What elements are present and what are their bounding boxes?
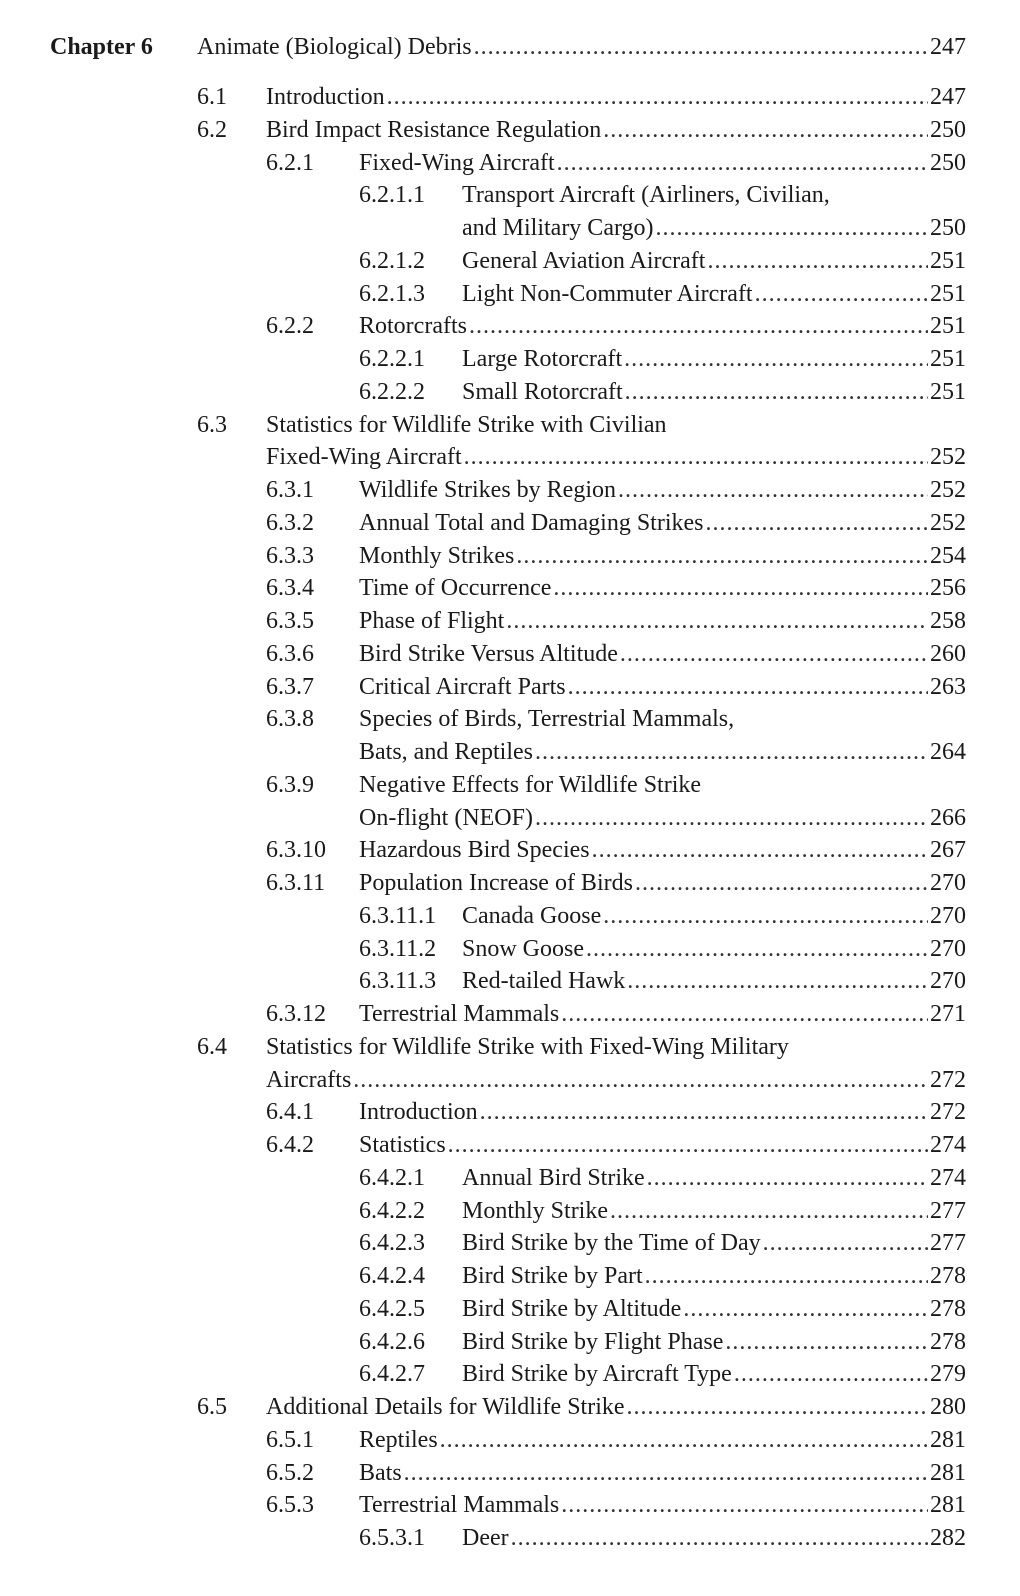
page-number: 251 xyxy=(930,346,966,372)
section-title: Bird Strike by Altitude xyxy=(462,1295,682,1322)
page-number: 266 xyxy=(930,804,966,831)
page-number: 272 xyxy=(930,1066,966,1093)
toc-entry xyxy=(0,1522,1020,1555)
entry-title-line xyxy=(359,671,966,704)
toc-entry xyxy=(0,1195,1020,1228)
toc-entry xyxy=(0,1031,1020,1064)
section-title: Red-tailed Hawk xyxy=(462,968,626,995)
section-title: Bird Strike by Flight Phase xyxy=(462,1328,724,1355)
page-number: 270 xyxy=(930,870,966,896)
section-title-continued: Bats, and Reptiles xyxy=(359,739,533,765)
entry-title-line xyxy=(359,147,966,180)
page-number: 270 xyxy=(930,968,966,995)
chapter-label: Chapter 6 xyxy=(50,34,153,60)
section-title: Bird Impact Resistance Regulation xyxy=(266,116,602,143)
section-number: 6.4.2.1 xyxy=(359,1164,425,1191)
section-number: 6.2 xyxy=(197,116,227,143)
page-number: 251 xyxy=(930,280,966,307)
toc-entry xyxy=(0,507,1020,540)
page-number: 270 xyxy=(930,935,966,962)
toc-entry-continuation xyxy=(0,802,1020,835)
page-number: 277 xyxy=(930,1230,966,1257)
entry-title-line xyxy=(462,965,966,998)
section-title: Population Increase of Birds xyxy=(359,870,633,896)
chapter-title-line xyxy=(197,31,966,64)
section-number: 6.3.11.2 xyxy=(359,935,437,962)
entry-title-line xyxy=(359,1489,966,1522)
section-title: Bird Strike Versus Altitude xyxy=(359,640,618,667)
entry-title-line xyxy=(359,736,966,769)
section-number: 6.4 xyxy=(197,1033,227,1060)
entry-title-line xyxy=(462,1162,966,1195)
entry-title-line xyxy=(359,1096,966,1129)
dot-leader xyxy=(620,638,928,671)
chapter-title: Animate (Biological) Debris xyxy=(197,34,472,60)
page-number: 252 xyxy=(930,477,966,503)
dot-leader xyxy=(474,31,928,64)
section-title: Introduction xyxy=(359,1099,478,1126)
page-number: 274 xyxy=(930,1164,966,1191)
section-title-continued: Aircrafts xyxy=(266,1066,352,1093)
dot-leader xyxy=(387,81,928,114)
entry-title-line xyxy=(462,1195,966,1228)
toc-entry xyxy=(0,409,1020,442)
section-title: Terrestrial Mammals xyxy=(359,1492,560,1519)
entry-title-line xyxy=(359,1424,966,1457)
entry-title-line xyxy=(462,900,966,933)
dot-leader xyxy=(568,671,928,704)
dot-leader xyxy=(440,1424,928,1457)
section-number: 6.2.2.2 xyxy=(359,378,425,405)
dot-leader xyxy=(506,605,928,638)
dot-leader xyxy=(561,998,928,1031)
page-number: 250 xyxy=(930,116,966,143)
section-title: Critical Aircraft Parts xyxy=(359,673,566,700)
entry-title-line xyxy=(359,540,966,573)
section-number: 6.1 xyxy=(197,84,227,110)
section-number: 6.5.2 xyxy=(266,1459,314,1486)
section-title: Monthly Strikes xyxy=(359,542,515,569)
toc-entry xyxy=(0,278,1020,311)
page-number: 254 xyxy=(930,542,966,569)
section-title: Small Rotorcraft xyxy=(462,378,623,405)
dot-leader xyxy=(618,474,928,507)
toc-entry xyxy=(0,245,1020,278)
dot-leader xyxy=(592,834,928,867)
dot-leader xyxy=(603,900,928,933)
section-title-continued: Fixed-Wing Aircraft xyxy=(266,444,462,471)
entry-title-line xyxy=(359,703,966,736)
toc-entry xyxy=(0,474,1020,507)
section-title: Light Non-Commuter Aircraft xyxy=(462,280,753,307)
section-title: Deer xyxy=(462,1525,509,1551)
section-number: 6.2.2.1 xyxy=(359,346,425,372)
page-number: 250 xyxy=(930,215,966,241)
toc-entry xyxy=(0,769,1020,802)
section-number: 6.4.2.6 xyxy=(359,1328,425,1355)
chapter-page-number: 247 xyxy=(930,34,966,60)
entry-title-line xyxy=(359,769,966,802)
dot-leader xyxy=(627,965,928,998)
section-number: 6.2.1 xyxy=(266,149,314,176)
entry-title-line xyxy=(462,179,966,212)
section-number: 6.5 xyxy=(197,1394,227,1420)
section-title: Negative Effects for Wildlife Strike xyxy=(359,771,702,798)
dot-leader xyxy=(610,1195,928,1228)
toc-entry xyxy=(0,1457,1020,1490)
section-title: Monthly Strike xyxy=(462,1197,609,1224)
entry-title-line xyxy=(266,1391,966,1424)
dot-leader xyxy=(627,1391,928,1424)
toc-entry xyxy=(0,1391,1020,1424)
entry-title-line xyxy=(462,1227,966,1260)
page-number: 264 xyxy=(930,739,966,765)
page-number: 281 xyxy=(930,1492,966,1519)
entry-title-line xyxy=(359,802,966,835)
page-number: 260 xyxy=(930,640,966,667)
section-title: Bird Strike by Aircraft Type xyxy=(462,1361,732,1388)
page-number: 278 xyxy=(930,1295,966,1322)
entry-title-line xyxy=(359,1457,966,1490)
toc-entry-continuation xyxy=(0,1064,1020,1097)
toc-entry xyxy=(0,867,1020,900)
toc-entry xyxy=(0,1129,1020,1162)
toc-entry xyxy=(0,114,1020,147)
section-title: Statistics for Wildlife Strike with Fixed-Wing Military xyxy=(266,1033,789,1060)
entry-title-line xyxy=(462,376,966,409)
section-title: Fixed-Wing Aircraft xyxy=(359,149,555,176)
entry-title-line xyxy=(462,933,966,966)
toc-entry-continuation xyxy=(0,212,1020,245)
dot-leader xyxy=(625,376,928,409)
section-title: Time of Occurrence xyxy=(359,575,552,602)
section-title: Statistics xyxy=(359,1132,446,1158)
section-number: 6.3.11 xyxy=(266,870,326,896)
toc-entry xyxy=(0,376,1020,409)
dot-leader xyxy=(586,933,928,966)
entry-title-line xyxy=(359,638,966,671)
dot-leader xyxy=(603,114,928,147)
entry-title-line xyxy=(359,474,966,507)
section-title: Rotorcrafts xyxy=(359,313,467,340)
section-number: 6.3.10 xyxy=(266,837,326,864)
toc-entry xyxy=(0,1424,1020,1457)
section-number: 6.4.2.3 xyxy=(359,1230,425,1257)
toc-entry xyxy=(0,1326,1020,1359)
toc-entry xyxy=(0,638,1020,671)
page-number: 247 xyxy=(930,84,966,110)
dot-leader xyxy=(705,507,928,540)
page-number: 252 xyxy=(930,444,966,471)
entry-title-line xyxy=(462,1358,966,1391)
page-number: 252 xyxy=(930,509,966,536)
dot-leader xyxy=(763,1227,928,1260)
section-number: 6.5.1 xyxy=(266,1426,314,1453)
dot-leader xyxy=(516,540,928,573)
dot-leader xyxy=(647,1162,928,1195)
section-title: Hazardous Bird Species xyxy=(359,837,590,864)
page-number: 281 xyxy=(930,1426,966,1453)
entry-title-line xyxy=(359,867,966,900)
dot-leader xyxy=(557,147,928,180)
section-number: 6.3.1 xyxy=(266,477,314,503)
section-number: 6.4.1 xyxy=(266,1099,314,1126)
section-number: 6.2.1.3 xyxy=(359,280,425,307)
section-number: 6.3.4 xyxy=(266,575,314,602)
toc-entry xyxy=(0,998,1020,1031)
toc-entry xyxy=(0,540,1020,573)
dot-leader xyxy=(448,1129,928,1162)
toc-entry xyxy=(0,81,1020,114)
section-title: Additional Details for Wildlife Strike xyxy=(266,1394,625,1420)
section-title: Canada Goose xyxy=(462,902,602,929)
section-number: 6.3.11.3 xyxy=(359,968,437,995)
section-title: Bird Strike by the Time of Day xyxy=(462,1230,761,1257)
section-title: Bird Strike by Part xyxy=(462,1263,643,1289)
section-number: 6.4.2.5 xyxy=(359,1295,425,1322)
dot-leader xyxy=(645,1260,928,1293)
dot-leader xyxy=(635,867,928,900)
toc-entry-continuation xyxy=(0,441,1020,474)
toc-entry xyxy=(0,703,1020,736)
section-title: Annual Bird Strike xyxy=(462,1164,645,1191)
entry-title-line xyxy=(359,1129,966,1162)
page-number: 272 xyxy=(930,1099,966,1126)
page-number: 250 xyxy=(930,149,966,176)
entry-title-line xyxy=(462,245,966,278)
entry-title-line xyxy=(462,212,966,245)
entry-title-line xyxy=(359,834,966,867)
section-title: Species of Birds, Terrestrial Mammals, xyxy=(359,706,735,733)
dot-leader xyxy=(725,1326,928,1359)
toc-entry xyxy=(0,1293,1020,1326)
entry-title-line xyxy=(462,1522,966,1555)
toc-entry xyxy=(0,572,1020,605)
dot-leader xyxy=(707,245,928,278)
toc-entry xyxy=(0,900,1020,933)
dot-leader xyxy=(683,1293,928,1326)
dot-leader xyxy=(624,343,928,376)
entry-title-line xyxy=(359,605,966,638)
page-number: 263 xyxy=(930,673,966,700)
toc-entry xyxy=(0,1162,1020,1195)
toc-entry xyxy=(0,310,1020,343)
page-number: 267 xyxy=(930,837,966,864)
entry-title-line xyxy=(359,572,966,605)
section-number: 6.3.11.1 xyxy=(359,902,437,929)
page-number: 271 xyxy=(930,1001,966,1027)
dot-leader xyxy=(561,1489,928,1522)
page-number: 256 xyxy=(930,575,966,602)
entry-title-line xyxy=(462,1260,966,1293)
toc-entry xyxy=(0,1227,1020,1260)
toc-entry xyxy=(0,965,1020,998)
entry-title-line xyxy=(266,409,966,442)
entry-title-line xyxy=(359,507,966,540)
section-number: 6.3 xyxy=(197,411,227,438)
section-number: 6.4.2 xyxy=(266,1132,314,1158)
page-number: 279 xyxy=(930,1361,966,1388)
section-number: 6.4.2.2 xyxy=(359,1197,425,1224)
toc-entry xyxy=(0,834,1020,867)
page-number: 270 xyxy=(930,902,966,929)
toc-entry-continuation xyxy=(0,736,1020,769)
section-title: Bats xyxy=(359,1459,402,1486)
section-number: 6.3.2 xyxy=(266,509,314,536)
page-number: 251 xyxy=(930,378,966,405)
section-number: 6.2.2 xyxy=(266,313,314,340)
page-number: 282 xyxy=(930,1525,966,1551)
dot-leader xyxy=(734,1358,928,1391)
toc-entry xyxy=(0,1260,1020,1293)
section-title: Phase of Flight xyxy=(359,608,505,634)
entry-title-line xyxy=(266,114,966,147)
section-number: 6.4.2.4 xyxy=(359,1263,425,1289)
section-title: General Aviation Aircraft xyxy=(462,247,706,274)
section-title-continued: On-flight (NEOF) xyxy=(359,804,533,831)
section-number: 6.5.3.1 xyxy=(359,1525,425,1551)
page-number: 281 xyxy=(930,1459,966,1486)
entry-title-line xyxy=(462,278,966,311)
section-number: 6.4.2.7 xyxy=(359,1361,425,1388)
section-title: Reptiles xyxy=(359,1426,438,1453)
dot-leader xyxy=(353,1064,928,1097)
entry-title-line xyxy=(462,343,966,376)
page-number: 278 xyxy=(930,1263,966,1289)
dot-leader xyxy=(535,802,928,835)
section-number: 6.3.12 xyxy=(266,1001,326,1027)
toc-entry xyxy=(0,1489,1020,1522)
toc-entry xyxy=(0,933,1020,966)
page-number: 251 xyxy=(930,247,966,274)
entry-title-line xyxy=(266,1031,966,1064)
section-number: 6.3.7 xyxy=(266,673,314,700)
section-number: 6.3.9 xyxy=(266,771,314,798)
chapter-heading xyxy=(0,31,1020,64)
toc-entry xyxy=(0,1358,1020,1391)
entry-title-line xyxy=(359,310,966,343)
section-title: Terrestrial Mammals xyxy=(359,1001,560,1027)
dot-leader xyxy=(755,278,928,311)
section-number: 6.3.8 xyxy=(266,706,314,733)
entry-title-line xyxy=(266,81,966,114)
page-number: 251 xyxy=(930,313,966,340)
entry-title-line xyxy=(359,998,966,1031)
page-number: 258 xyxy=(930,608,966,634)
page-number: 280 xyxy=(930,1394,966,1420)
section-title: Large Rotorcraft xyxy=(462,346,623,372)
page-number: 277 xyxy=(930,1197,966,1224)
section-number: 6.3.6 xyxy=(266,640,314,667)
page-number: 278 xyxy=(930,1328,966,1355)
section-title: Introduction xyxy=(266,84,385,110)
toc-entry xyxy=(0,343,1020,376)
dot-leader xyxy=(480,1096,928,1129)
entry-title-line xyxy=(462,1326,966,1359)
entry-title-line xyxy=(266,1064,966,1097)
section-title: Statistics for Wildlife Strike with Civilian xyxy=(266,411,667,438)
section-title-continued: and Military Cargo) xyxy=(462,215,654,241)
section-title: Annual Total and Damaging Strikes xyxy=(359,509,704,536)
toc-entry xyxy=(0,147,1020,180)
toc-entry xyxy=(0,1096,1020,1129)
section-number: 6.2.1.1 xyxy=(359,182,425,209)
page-number: 274 xyxy=(930,1132,966,1158)
section-title: Transport Aircraft (Airliners, Civilian, xyxy=(462,182,830,209)
dot-leader xyxy=(404,1457,928,1490)
section-title: Snow Goose xyxy=(462,935,585,962)
entry-title-line xyxy=(266,441,966,474)
entry-title-line xyxy=(462,1293,966,1326)
dot-leader xyxy=(469,310,928,343)
dot-leader xyxy=(553,572,928,605)
section-number: 6.3.5 xyxy=(266,608,314,634)
toc-entry xyxy=(0,179,1020,212)
toc-entry xyxy=(0,671,1020,704)
dot-leader xyxy=(535,736,928,769)
dot-leader xyxy=(511,1522,928,1555)
toc-entry xyxy=(0,605,1020,638)
dot-leader xyxy=(464,441,928,474)
dot-leader xyxy=(656,212,928,245)
section-number: 6.3.3 xyxy=(266,542,314,569)
section-number: 6.5.3 xyxy=(266,1492,314,1519)
section-number: 6.2.1.2 xyxy=(359,247,425,274)
section-title: Wildlife Strikes by Region xyxy=(359,477,617,503)
